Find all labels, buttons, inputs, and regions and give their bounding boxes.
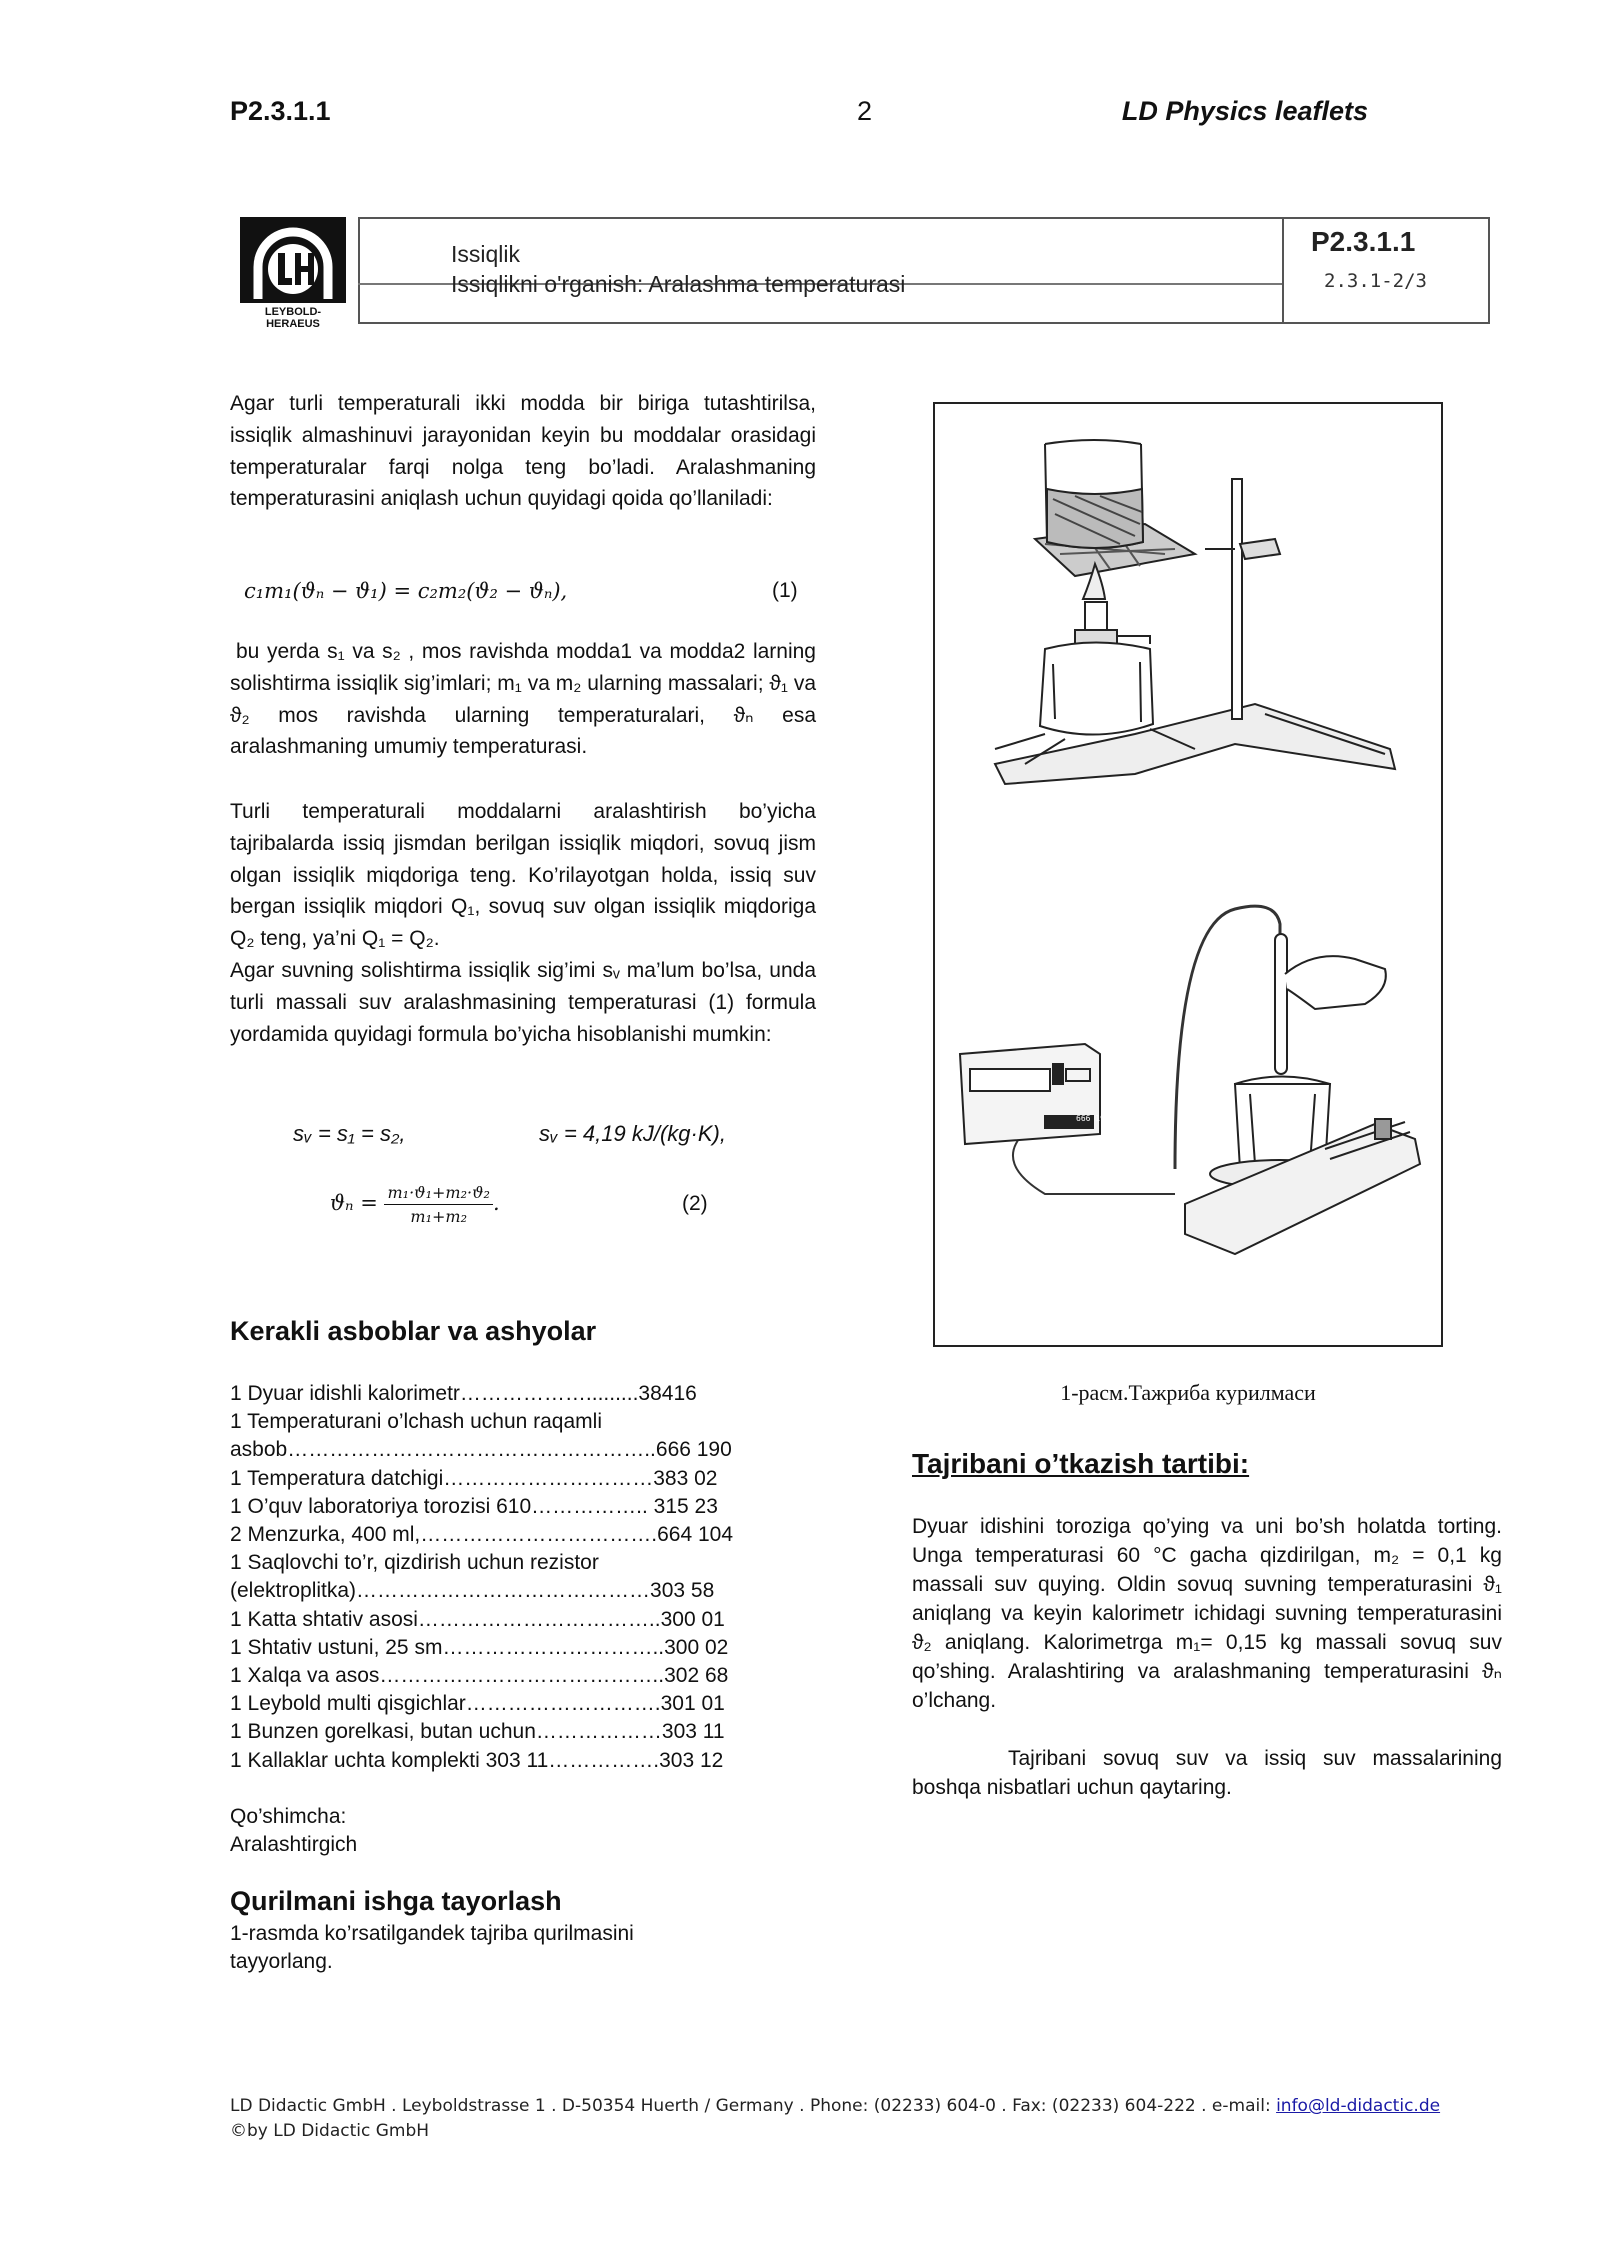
equipment-item: 1 Temperatura datchigi…………………………383 02	[230, 1466, 718, 1490]
equipment-item: 1 O’quv laboratoriya torozisi 610…………….. 315 23	[230, 1494, 718, 1518]
mixing-paragraph: Agar suvning solishtirma issiqlik sig’imi sᵥ ma’lum bo’lsa, unda turli massali suv aralashmasining temperaturasi (1) formula yordamida quyidagi formula bo’yicha hisoblanishi mumkin:	[230, 959, 816, 1046]
equation-2-denominator: m₁+m₂	[410, 1207, 467, 1226]
heat-balance-paragraph: Turli temperaturali moddalarni aralashtirish bo’yicha tajribalarda issiq jismdan berilgan issiqlik miqdori, sovuq jism olgan issiqlik miqdoriga teng. Ko’rilayotgan holda, issiq suv bergan issiqlik miqdori Q₁, sovuq suv olgan issiqlik miqdoriga Q₂ teng, ya’ni Q₁ = Q₂.	[230, 800, 816, 951]
equipment-item: (elektroplitka)……………………………………303 58	[230, 1579, 715, 1603]
equipment-item: 1 Kallaklar uchta komplekti 303 11…………….303 12	[230, 1748, 724, 1772]
equipment-item: asbob……………………………………………..666 190	[230, 1438, 732, 1462]
procedure-text: Dyuar idishini toroziga qo’ying va uni bo’sh holatda torting. Unga temperaturasi 60 °C gacha qizdirilgan, m₂ = 0,1 kg massali suv quying. Oldin sovuq suvning temperaturasini ϑ₁ aniqlang va keyin kalorimetr ichidagi suvning temperaturasini ϑ₂ aniqlang. Kalorimetrga m₁= 0,15 kg massali sovuq suv qo’shing. Aralashtiring va aralashmaning temperaturasini ϑₙ o’lchang.	[912, 1515, 1502, 1712]
device-display: 666 190	[1076, 1114, 1110, 1123]
header-series: LD Physics leaflets	[1121, 96, 1368, 126]
equipment-heading: Kerakli asboblar va ashyolar	[230, 1316, 597, 1346]
banner-subcode: 2.3.1-2/3	[1324, 270, 1427, 292]
page-number: 2	[857, 96, 873, 126]
footer-copyright: ©by LD Didactic GmbH	[230, 2121, 430, 2141]
digital-meter-device	[960, 1044, 1100, 1144]
heating-stand-drawing	[995, 440, 1395, 784]
extra-item: Aralashtirgich	[230, 1833, 358, 1856]
banner-topic: Issiqlik	[451, 241, 521, 267]
footer-line-1	[230, 2096, 1440, 2116]
banner-title: Issiqlikni o'rganish: Aralashma temperaturasi	[451, 271, 906, 297]
variables-paragraph: bu yerda s₁ va s₂ , mos ravishda modda1 va modda2 larning solishtirma issiqlik sig’imlari; m₁ va m₂ ularning massalari; ϑ₁ va ϑ₂ mos ravishda ularning temperaturalari, ϑₙ esa aralashmaning umumiy temperaturasi.	[230, 640, 816, 759]
equipment-item: 1 Temperaturani o’lchash uchun raqamli	[230, 1410, 602, 1434]
equation-2-lhs: ϑₙ =	[330, 1191, 378, 1215]
equipment-item: 1 Leybold multi qisgichlar……………………….301 01	[230, 1692, 725, 1716]
equation-1: c₁m₁(ϑₙ − ϑ₁) = c₂m₂(ϑ₂ − ϑₙ),	[244, 579, 568, 603]
intro-paragraph: Agar turli temperaturali ikki modda bir biriga tutashtirilsa, issiqlik almashinuvi jarayonidan keyin bu moddalar orasidagi temperaturalar farqi nolga teng bo’ladi. Aralashmaning temperaturasini aniqlash uchun quyidagi qoida qo’llaniladi:	[230, 392, 816, 511]
equipment-item: 1 Bunzen gorelkasi, butan uchun………………303 11	[230, 1720, 725, 1744]
banner-code: P2.3.1.1	[1311, 226, 1416, 257]
equation-2-tail: .	[492, 1191, 500, 1215]
procedure-heading: Tajribani o’tkazish tartibi:	[912, 1448, 1250, 1479]
equation-1-number: (1)	[772, 579, 798, 602]
equipment-item: 1 Shtativ ustuni, 25 sm…………………………..300 02	[230, 1635, 729, 1659]
calorimeter-drawing	[960, 906, 1420, 1254]
preparation-text: 1-rasmda ko’rsatilgandek tajriba qurilmasini tayyorlang.	[230, 1922, 634, 1974]
footer-email-link[interactable]: info@ld-didactic.de	[1276, 2096, 1441, 2116]
equation-s-right: sᵥ = 4,19 kJ/(kg·K),	[539, 1121, 726, 1146]
procedure-repeat-text: Tajribani sovuq suv va issiq suv massalarining boshqa nisbatlari uchun qaytaring.	[912, 1747, 1502, 1799]
equation-s-left: sᵥ = s₁ = s₂,	[293, 1121, 406, 1146]
equation-2-numerator: m₁·ϑ₁+m₂·ϑ₂	[384, 1183, 492, 1205]
equipment-item: 1 Katta shtativ asosi……………………………..300 01	[230, 1607, 725, 1631]
preparation-heading: Qurilmani ishga tayorlash	[230, 1886, 562, 1916]
logo-text: LEYBOLD-HERAEUS	[264, 306, 322, 330]
setup-figure	[933, 402, 1443, 1347]
figure-caption: 1-расм.Тажриба курилмаси	[1060, 1380, 1316, 1405]
equation-2-fraction	[384, 1183, 492, 1226]
equation-2-number: (2)	[682, 1192, 708, 1215]
equipment-item: 1 Xalqa va asos…………………………………..302 68	[230, 1664, 729, 1688]
header-code: P2.3.1.1	[230, 96, 331, 126]
equipment-item: 1 Saqlovchi to’r, qizdirish uchun rezistor	[230, 1551, 599, 1575]
equipment-list	[230, 1380, 830, 1775]
equipment-item: 1 Dyuar idishli kalorimetr……………….........38416	[230, 1382, 697, 1405]
extra-label: Qo’shimcha:	[230, 1805, 347, 1828]
equation-2	[330, 1183, 500, 1226]
footer-address: LD Didactic GmbH . Leyboldstrasse 1 . D-50354 Huerth / Germany . Phone: (02233) 604-0 . Fax: (02233) 604-222 . e-mail:	[230, 2096, 1271, 2116]
equipment-item: 2 Menzurka, 400 ml,…………………………….664 104	[230, 1523, 733, 1547]
leybold-logo	[240, 217, 346, 330]
